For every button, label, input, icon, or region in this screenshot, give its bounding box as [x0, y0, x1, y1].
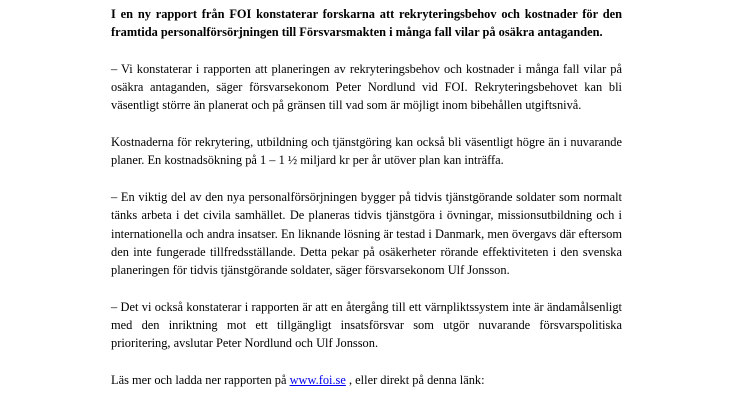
lead-paragraph: I en ny rapport från FOI konstaterar forskarna att rekryteringsbehov och kostnader för den framtida personalförsörjningen till Försvarsmakten i många fall vilar på osäkra antaganden.: [111, 7, 622, 40]
body-paragraph-4: – Det vi också konstaterar i rapporten är att en återgång till ett värnpliktssystem inte är ändamålsenligt med den inriktning mot ett tillgängligt insatsförsvar som utgör nuvarande försvarspolitiska prioritering, avslutar Peter Nordlund och Ulf Jonsson.: [111, 299, 622, 351]
body-paragraph-2: Kostnaderna för rekrytering, utbildning och tjänstgöring kan också bli väsentligt högre än i nuvarande planer. En kostnadsökning på 1 – 1 ½ miljard kr per år utöver plan kan inträffa.: [111, 135, 622, 168]
footer-suffix: , eller direkt på denna länk:: [345, 372, 485, 387]
body-paragraph-3: – En viktig del av den nya personalförsörjningen bygger på tidvis tjänstgörande soldater som normalt tänks arbeta i det civila samhället. De planeras tidvis tjänstgöra i övningar, missionsutbildning och i internationella och andra insatser. En liknande lösning är testad i Danmark, men övergavs där eftersom den inte fungerade tillfredsställande. Detta pekar på osäkerheter rörande effektiviteten i den svenska planeringen för tidvis tjänstgörande soldater, säger försvarsekonom Ulf Jonsson.: [111, 189, 622, 278]
document-body: [111, 5, 622, 389]
footer-paragraph: [111, 371, 622, 389]
foi-website-link[interactable]: www.foi.se: [289, 372, 346, 387]
footer-prefix: Läs mer och ladda ner rapporten på: [111, 372, 290, 387]
body-paragraph-1: – Vi konstaterar i rapporten att planeringen av rekryteringsbehov och kostnader i många fall vilar på osäkra antaganden, säger försvarsekonom Peter Nordlund vid FOI. Rekryteringsbehovet kan bli väsentligt större än planerat och på gränsen till vad som är möjligt inom bibehållen utgiftsnivå.: [111, 61, 622, 113]
